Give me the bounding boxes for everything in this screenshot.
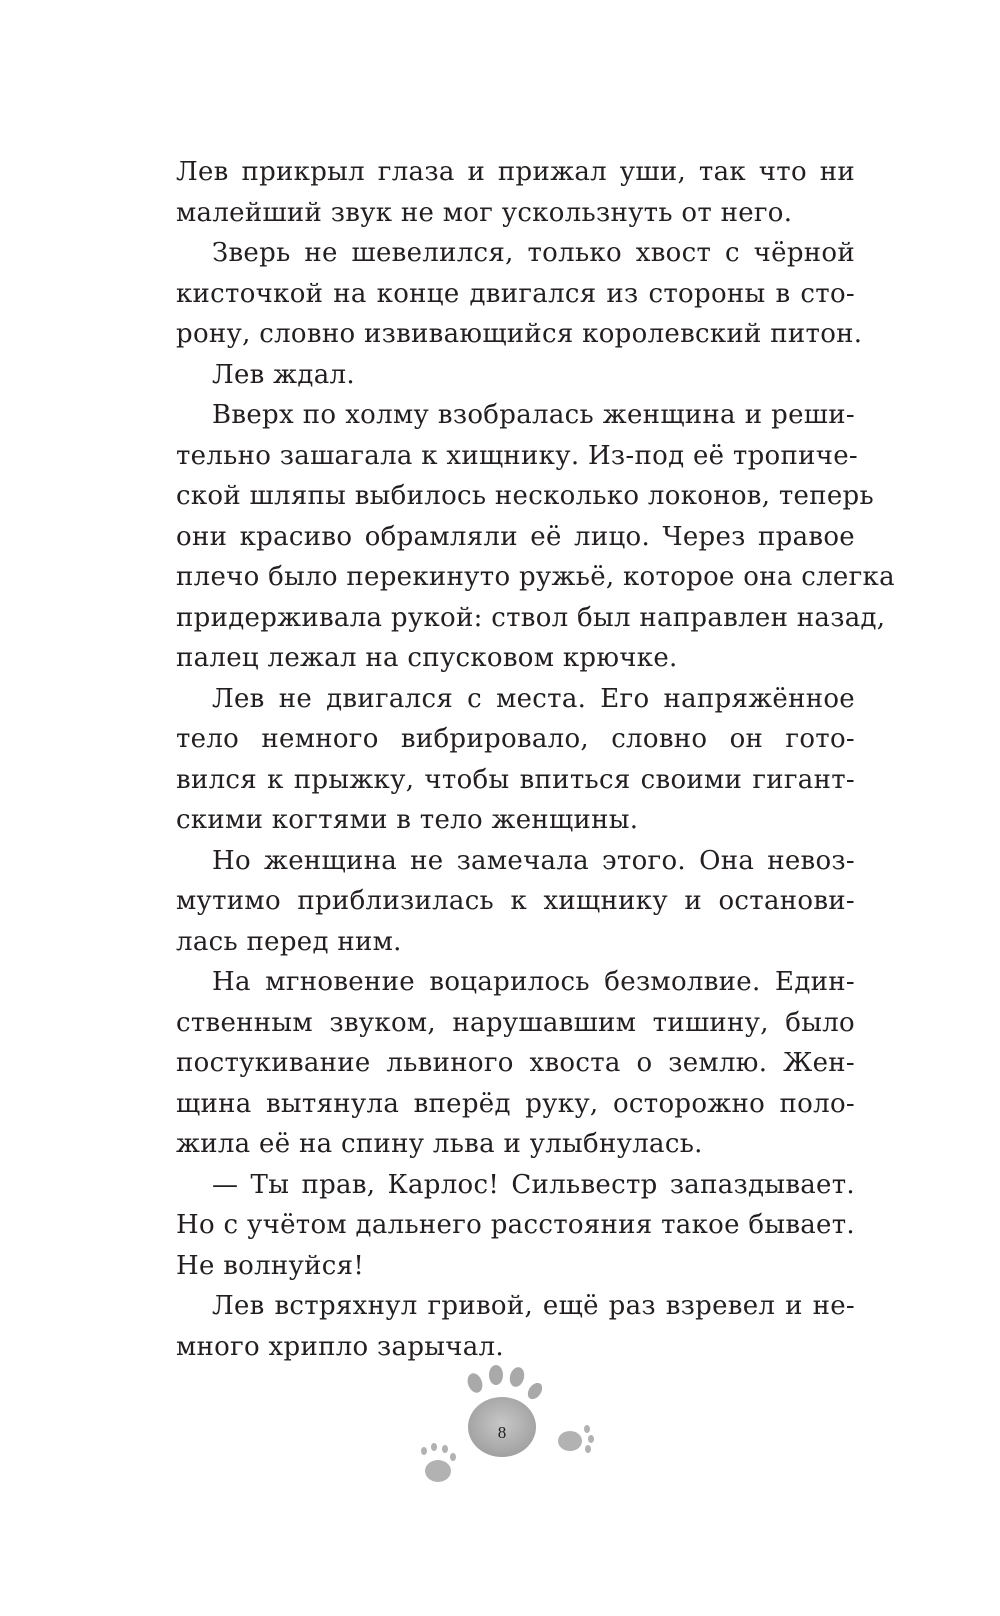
text-line: кисточкой на конце двигался из стороны в сто- — [176, 278, 855, 309]
text-line: Но женщина не замечала этого. Она невоз- — [212, 845, 855, 876]
text-line: малейший звук не мог ускользнуть от него. — [176, 197, 793, 228]
text-line: тело немного вибрировало, словно он гото- — [176, 724, 855, 754]
text-line: плечо было перекинуто ружьё, которое она слегка — [176, 562, 895, 592]
text-line: Лев встряхнул гривой, ещё раз взревел и не- — [212, 1291, 855, 1321]
text-line: Лев прикрыл глаза и прижал уши, так что ни — [176, 157, 855, 187]
text-line: они красиво обрамляли её лицо. Через правое — [176, 521, 855, 552]
text-line: постукивание львиного хвоста о землю. Жен- — [176, 1048, 855, 1078]
text-line: Зверь не шевелился, только хвост с чёрной — [212, 238, 855, 268]
text-line: жила её на спину льва и улыбнулась. — [176, 1129, 703, 1159]
text-line: ской шляпы выбилось несколько локонов, теперь — [176, 481, 874, 511]
text-line: придерживала рукой: ствол был направлен назад, — [176, 602, 886, 633]
page-number: 8 — [497, 1423, 507, 1442]
text-line: вился к прыжку, чтобы впиться своими гигант- — [176, 764, 855, 795]
text-line: лась перед ним. — [176, 926, 402, 957]
text-line: Лев не двигался с места. Его напряжённое — [212, 683, 855, 714]
text-line: На мгновение воцарилось безмолвие. Един- — [212, 967, 855, 997]
text-line: Вверх по холму взобралась женщина и реши- — [212, 400, 855, 430]
text-line: ственным звуком, нарушавшим тишину, было — [176, 1007, 855, 1038]
text-line: рону, словно извивающийся королевский питон. — [176, 319, 863, 349]
text-line: Не волнуйся! — [176, 1250, 365, 1281]
folio-paw-prints — [410, 1365, 600, 1515]
text-line: скими когтями в тело женщины. — [176, 805, 639, 835]
text-line: палец лежал на спусковом крючке. — [176, 643, 678, 673]
text-line: Но с учётом дальнего расстояния такое бывает. — [176, 1210, 855, 1240]
text-line: мутимо приблизилась к хищнику и останови- — [176, 886, 855, 916]
text-line: много хрипло зарычал. — [176, 1331, 504, 1362]
body-text — [176, 152, 895, 1367]
text-line: щина вытянула вперёд руку, осторожно поло- — [176, 1088, 855, 1119]
text-line: тельно зашагала к хищнику. Из-под её тропиче- — [176, 440, 858, 471]
text-line: Лев ждал. — [212, 359, 355, 390]
text-line: — Ты прав, Карлос! Сильвестр запаздывает. — [212, 1169, 855, 1200]
